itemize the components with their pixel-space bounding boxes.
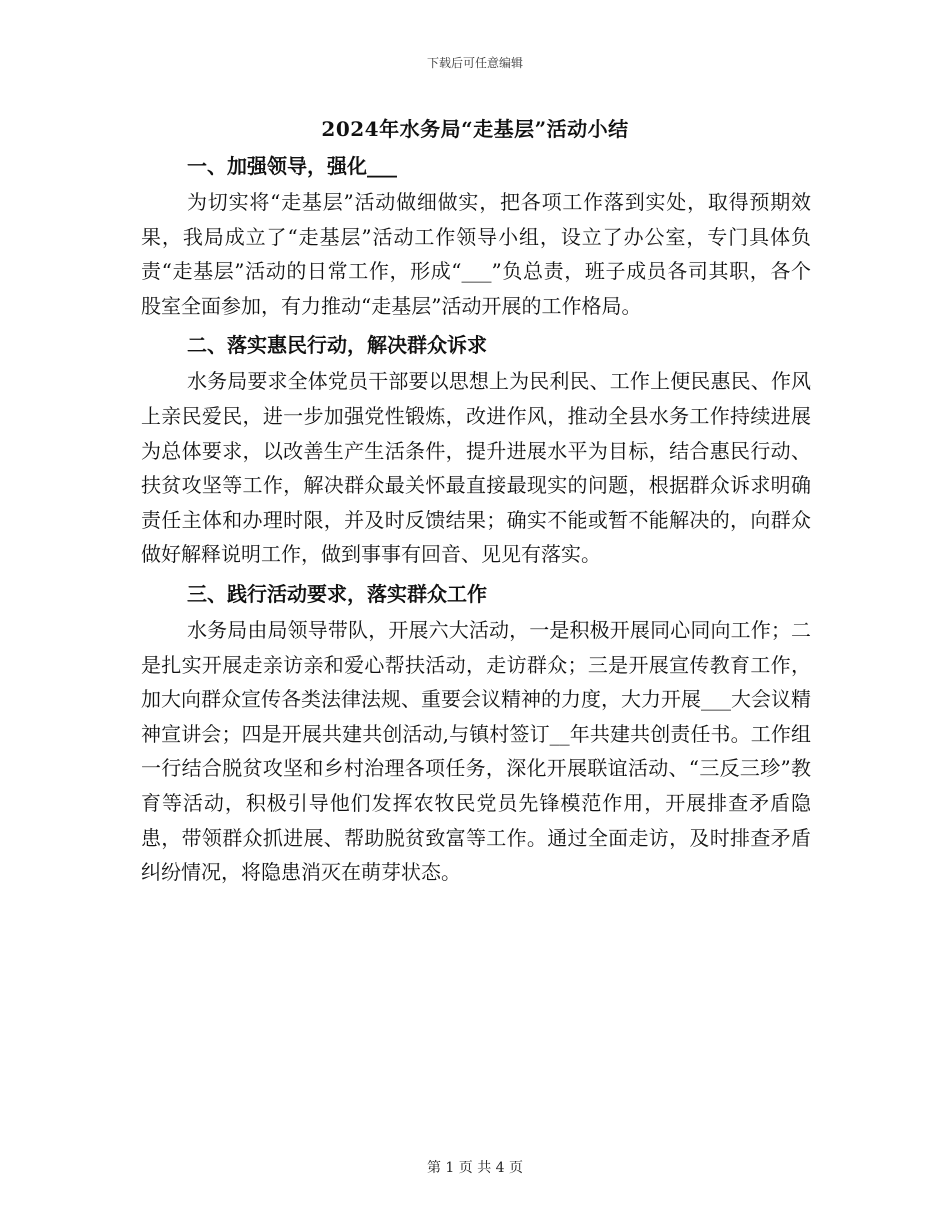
header-note: 下载后可任意编辑 bbox=[426, 56, 523, 70]
section-paragraph: 为切实将“走基层”活动做细做实，把各项工作落到实处，取得预期效果，我局成立了“走基层”活动工作领导小组，设立了办公室，专门具体负责“走基层”活动的日常工作，形成“___”负总责，班子成员各司其职，各个股室全面参加，有力推动“走基层”活动开展的工作格局。 bbox=[141, 190, 811, 318]
section-paragraph: 水务局由局领导带队，开展六大活动，一是积极开展同心同向工作；二是扎实开展走亲访亲和爱心帮扶活动，走访群众；三是开展宣传教育工作，加大向群众宣传各类法律法规、重要会议精神的力度，大力开展___大会议精神宣讲会；四是开展共建共创活动,与镇村签订__年共建共创责任书。工作组一行结合脱贫攻坚和乡村治理各项任务，深化开展联谊活动、“三反三珍”教育等活动，积极引导他们发挥农牧民党员先锋模范作用，开展排查矛盾隐患，带领群众抓进展、帮助脱贫致富等工作。通过全面走访，及时排查矛盾纠纷情况，将隐患消灭在萌芽状态。 bbox=[141, 617, 811, 885]
section-1 bbox=[141, 150, 811, 323]
page-number: 第 1 页 共 4 页 bbox=[426, 1160, 524, 1176]
document-body bbox=[141, 150, 811, 890]
section-heading: 一、加强领导，强化___ bbox=[187, 154, 397, 178]
section-2 bbox=[141, 329, 811, 572]
section-paragraph: 水务局要求全体党员干部要以思想上为民利民、工作上便民惠民、作风上亲民爱民，进一步加强党性锻炼，改进作风，推动全县水务工作持续进展为总体要求，以改善生产生活条件，提升进展水平为目标，结合惠民行动、扶贫攻坚等工作，解决群众最关怀最直接最现实的问题，根据群众诉求明确责任主体和办理时限，并及时反馈结果；确实不能或暂不能解决的，向群众做好解释说明工作，做到事事有回音、见见有落实。 bbox=[141, 369, 811, 567]
section-3 bbox=[141, 578, 811, 890]
section-heading: 二、落实惠民行动，解决群众诉求 bbox=[187, 333, 487, 358]
document-title: 2024年水务局“走基层”活动小结 bbox=[321, 117, 629, 141]
section-heading: 三、践行活动要求，落实群众工作 bbox=[187, 581, 487, 606]
